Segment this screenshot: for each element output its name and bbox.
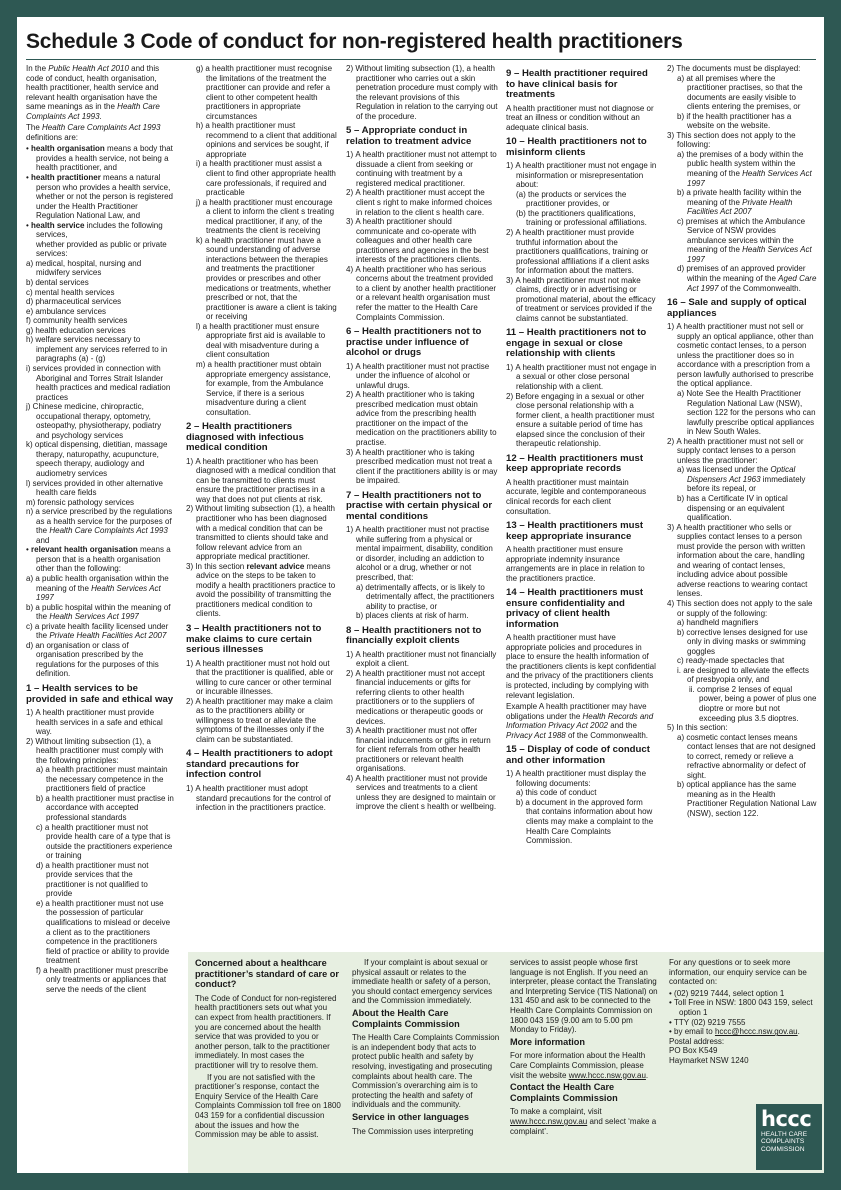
text-block: 3) In this section relevant advice means advice on the steps to be taken to modify a health practitioners practice to avoid the possibility of transmitting the practitioners medical condition to clients. bbox=[186, 561, 336, 619]
text-block: • health service includes the following services, whether provided as public or private services: bbox=[26, 220, 167, 259]
text-block: m) a health practitioner must obtain appropriate emergency assistance, for example, from the Ambulance Service, if there is a serious misadventure during a client consultation. bbox=[196, 359, 331, 417]
text-block: • health practitioner means a natural person who provides a health service, whether or not the person is registered under the Health Practitioner Regulation National Law, and bbox=[26, 173, 173, 221]
text-block: 2) The documents must be displayed: bbox=[667, 64, 801, 73]
text-block: 1) A health practitioner must not hold out that the practitioner is qualified, able or willing to cure cancer or other terminal or incurable illnesses. bbox=[186, 658, 334, 697]
text-block: c) a health practitioner must not provide health care of a type that is outside the practitioners experience or training bbox=[36, 822, 173, 861]
text-block: ii. comprise 2 lenses of equal power, being a power of plus one dioptre or more but not exceeding plus 3.5 dioptres. bbox=[689, 684, 817, 723]
text-block: l) a health practitioner must ensure appropriate first aid is available to deal with misadventure during a client consultation bbox=[196, 321, 326, 360]
text-block: Example A health practitioner may have obligations under the Health Records and Information Privacy Act 2002 and the Privacy Act 1988 of the Commonwealth. bbox=[506, 702, 654, 740]
text-block: b) optical appliance has the same meaning as in the Health Practitioner Regulation National Law (NSW), section 122. bbox=[677, 780, 817, 819]
text-block: i) a health practitioner must assist a client to find other appropriate health care professionals, if required and practicable bbox=[196, 159, 336, 198]
logo-line-3: COMMISSION bbox=[761, 1145, 805, 1153]
text-block: (b) the practitioners qualifications, training or professional affiliations. bbox=[516, 208, 647, 228]
text-block: The Commission uses interpreting bbox=[352, 1126, 474, 1136]
section-heading: 1 – Health services to be provided in safe and ethical way bbox=[26, 683, 174, 705]
text-block: 1) A health practitioner must not practise while suffering from a physical or mental impairment, disability, condition or disorder, including an addiction to alcohol or a drug, whether or not prescribed, that: bbox=[346, 525, 493, 582]
text-block: 2) A health practitioner may make a claim as to the practitioners ability or willingness to treat or alleviate the symptoms of the illnesses only if the claim can be substantiated. bbox=[186, 696, 333, 744]
text-block: f) a health practitioner must prescribe only treatments or appliances that serve the needs of the client bbox=[36, 965, 169, 994]
section-heading: More information bbox=[510, 1036, 586, 1047]
text-block: d) an organisation or class of organisation prescribed by the regulations for the purposes of this definition. bbox=[26, 640, 159, 679]
text-block: a) a public health organisation within the meaning of the Health Services Act 1997 bbox=[26, 573, 169, 603]
column-2 bbox=[186, 64, 338, 949]
text-block: services to assist people whose first language is not English. If you need an interpreter, please contact the Translating and Interpreting Service (TIS National) on 131 450 and ask to be connected to the Health Care Complaints Commission on 1800 043 159 (9.00 am to 5.00 pm Monday to Friday). bbox=[510, 958, 658, 1035]
section-heading: 15 – Display of code of conduct and other information bbox=[506, 744, 650, 766]
section-heading: About the Health Care Complaints Commission bbox=[352, 1007, 460, 1029]
section-heading: 13 – Health practitioners must keep appropriate insurance bbox=[506, 520, 644, 542]
text-block: f) community health services bbox=[26, 316, 128, 326]
text-block: c) a private health facility licensed under the Private Health Facilities Act 2007 bbox=[26, 621, 169, 641]
text-block: d) premises of an approved provider within the meaning of the Aged Care Act 1997 of the Commonwealth. bbox=[677, 264, 817, 293]
info-column-1 bbox=[195, 958, 341, 1168]
text-block: For more information about the Health Care Complaints Commission, please visit the website www.hccc.nsw.gov.au. bbox=[510, 1051, 649, 1080]
text-block: 1) A health practitioner must not engage in misinformation or misrepresentation about: bbox=[506, 161, 657, 190]
text-block: To make a complaint, visit www.hccc.nsw.gov.au and select ‘make a complaint’. bbox=[510, 1107, 657, 1136]
text-block: 2) Before engaging in a sexual or other close personal relationship with a former client, a health practitioner must ensure a suitable period of time has elapsed since the conclusion of their therapeutic relationship. bbox=[506, 391, 655, 449]
section-heading: 16 – Sale and supply of optical appliances bbox=[667, 297, 807, 319]
text-block: Postal address: PO Box K549 Haymarket NSW 1240 bbox=[669, 1036, 749, 1065]
text-block: a) at all premises where the practitioner practises, so that the documents are easily visible to clients entering the premises, or bbox=[677, 73, 803, 112]
logo-mark: hccc bbox=[761, 1107, 812, 1131]
text-block: g) health education services bbox=[26, 325, 126, 335]
section-heading: Service in other languages bbox=[352, 1111, 469, 1122]
text-block: A health practitioner must have appropriate policies and procedures in place to ensure the health information of the practitioners clients is kept confidential and the privacy of the practitioners clients is protected, including by complying with relevant legislation. bbox=[506, 633, 656, 700]
info-column-3 bbox=[510, 958, 658, 1168]
text-block: b) places clients at risk of harm. bbox=[356, 611, 469, 621]
text-block: b) a private health facility within the meaning of the Private Health Facilities Act 2007 bbox=[677, 188, 802, 217]
section-heading: 4 – Health practitioners to adopt standard precautions for infection control bbox=[186, 748, 333, 781]
text-block: 3) A health practitioner must not make claims, directly or in advertising or promotional material, about the efficacy of treatment or services provided if the claims cannot be substantiated. bbox=[506, 275, 656, 323]
text-block: 2) A health practitioner must provide truthful information about the practitioners qualifications, training or professional affiliations if a client asks for information about the matters. bbox=[506, 227, 650, 276]
text-block: 2) A health practitioner must not accept financial inducements or gifts for referring clients to other health practitioners or to the suppliers of medications or therapeutic goods or devices. bbox=[346, 668, 485, 726]
text-block: j) Chinese medicine, chiropractic, occupational therapy, optometry, osteopathy, physiotherapy, podiatry and psychology services bbox=[26, 402, 162, 440]
text-block: b) has a Certificate IV in optical dispensing or an equivalent qualification. bbox=[677, 493, 788, 523]
text-block: 1) A health practitioner must adopt standard precautions for the control of infection in the practitioners practice. bbox=[186, 783, 331, 813]
text-block: d) a health practitioner must not provide services that the practitioner is not qualified to provide bbox=[36, 860, 149, 899]
text-block: a) medical, hospital, nursing and midwifery services bbox=[26, 258, 142, 278]
text-block: c) premises at which the Ambulance Service of NSW provides ambulance services within the meaning of the Health Services Act 1997 bbox=[677, 216, 812, 264]
section-heading: 14 – Health practitioners must ensure confidentiality and privacy of client health information bbox=[506, 587, 644, 630]
text-block: h) a health practitioner must recommend to a client that additional opinions and services be sought, if appropriate bbox=[196, 121, 337, 159]
text-block: 1) A health practitioner must display the following documents: bbox=[506, 769, 647, 788]
text-block: b) dental services bbox=[26, 278, 89, 288]
text-block: a) a health practitioner must maintain the necessary competence in the practitioners field of practice bbox=[36, 765, 168, 794]
text-block: a) cosmetic contact lenses means contact lenses that are not designed to correct, remedy or relieve a refractive abnormality or defect of sight. bbox=[677, 732, 816, 780]
text-block: 1) A health practitioner must not attempt to dissuade a client from seeking or continuing with treatment by a registered medical practitioner. bbox=[346, 150, 497, 188]
text-block: 4) A health practitioner must not provide services and treatments to a client unless they are designed to maintain or improve the client s health or wellbeing. bbox=[346, 773, 497, 812]
text-block: 2) A health practitioner must not sell or supply contact lenses to a person unless the practitioner: bbox=[667, 436, 804, 465]
text-block: A health practitioner must maintain accurate, legible and contemporaneous clinical records for each client consultation. bbox=[506, 477, 647, 516]
text-block: 2) A health practitioner who is taking prescribed medication must obtain advice from the prescribing health practitioner on the impact of the medication on the practitioners ability to practise. bbox=[346, 390, 497, 447]
text-block: e) a health practitioner must not use the possession of particular qualifications to mislead or deceive a client as to the practitioners competence in the practitioners field of practice or ability to provide treatment bbox=[36, 898, 171, 966]
text-block: • relevant health organisation means a person that is a health organisation other than the following: bbox=[26, 545, 171, 574]
text-block: e) ambulance services bbox=[26, 306, 107, 316]
text-block: b) a document in the approved form that contains information about how clients may make a complaint to the Health Care Complaints Commission. bbox=[516, 797, 654, 846]
title-rule bbox=[26, 59, 816, 60]
text-block: 4) A health practitioner who has serious concerns about the treatment provided to a client by another health practitioner or a relevant health organisation must refer the matter to the Health Care Complaints Commission. bbox=[346, 264, 497, 322]
text-block: d) pharmaceutical services bbox=[26, 297, 122, 307]
column-3 bbox=[346, 64, 498, 949]
text-block: In the Public Health Act 2010 and this code of conduct, health organisation, health practitioner, health service and relevant health organisation have the same meanings as in the Health Care Complaints Act 1993. bbox=[26, 64, 160, 121]
text-block: 4) This section does not apply to the sale or supply of the following: bbox=[667, 598, 813, 618]
text-block: i) services provided in connection with Aboriginal and Torres Strait Islander health practices and medical radiation practices bbox=[26, 363, 171, 402]
text-block: 1) A health practitioner must not sell or supply an optical appliance, other than cosmetic contact lenses, to a person unless the practitioner does so in accordance with a prescription from a person lawfully authorised to prescribe the optical appliance. bbox=[667, 322, 814, 389]
text-block: • (02) 9219 7444, select option 1 bbox=[669, 988, 785, 998]
text-block: n) a service prescribed by the regulations as a health service for the purposes of the Health Care Complaints Act 1993 and bbox=[26, 507, 173, 545]
text-block: j) a health practitioner must encourage a client to inform the client s treating medical practitioner, if any, of the treatments the client is receiving bbox=[196, 197, 335, 236]
text-block: • health organisation means a body that provides a health service, not being a health practitioner, and bbox=[26, 144, 173, 173]
column-5 bbox=[667, 64, 817, 949]
text-block: If your complaint is about sexual or physical assault or relates to the immediate health or safety of a person, you should contact emergency services and the Commission immediately. bbox=[352, 958, 493, 1006]
text-block: (a) the products or services the practitioner provides, or bbox=[516, 189, 627, 209]
text-block: 2) Without limiting subsection (1), a health practitioner who carries out a skin penetration procedure must comply with the relevant provisions of this Regulation in relation to the carrying out of the procedure. bbox=[346, 64, 498, 121]
section-heading: 10 – Health practitioners not to misinform clients bbox=[506, 136, 647, 158]
text-block: 1) A health practitioner must provide health services in a safe and ethical way. bbox=[26, 708, 163, 737]
text-block: 2) A health practitioner must accept the client s right to make informed choices in relation to the client s health care. bbox=[346, 188, 493, 217]
text-block: b) a health practitioner must practise in accordance with accepted professional standards bbox=[36, 793, 174, 823]
section-heading: 2 – Health practitioners diagnosed with infectious medical condition bbox=[186, 421, 304, 454]
text-block: 5) In this section: bbox=[667, 723, 728, 733]
section-heading: Contact the Health Care Complaints Commission bbox=[510, 1082, 618, 1103]
text-block: • by email to hccc@hccc.nsw.gov.au. bbox=[669, 1027, 800, 1037]
info-column-2 bbox=[352, 958, 500, 1168]
text-block: b) if the health practitioner has a website on the website. bbox=[677, 111, 792, 131]
text-block: 1) A health practitioner must not financially exploit a client. bbox=[346, 649, 497, 669]
text-block: 1) A health practitioner must not practise under the influence of alcohol or unlawful drugs. bbox=[346, 361, 490, 390]
text-block: k) optical dispensing, dietitian, massage therapy, naturopathy, acupuncture, speech therapy, audiology and audiometry services bbox=[26, 440, 168, 478]
logo-line-1: HEALTH CARE bbox=[761, 1131, 808, 1138]
text-block: • Toll Free in NSW: 1800 043 159, select option 1 bbox=[669, 998, 813, 1017]
text-block: m) forensic pathology services bbox=[26, 497, 135, 507]
hccc-logo bbox=[756, 1104, 822, 1170]
text-block: l) services provided in other alternative health care fields bbox=[26, 478, 163, 498]
text-block: 1) A health practitioner must not engage in a sexual or other close personal relationship with a client. bbox=[506, 362, 657, 392]
text-block: A health practitioner must ensure appropriate indemnity insurance arrangements are in place in relation to the practitioners practice. bbox=[506, 545, 645, 583]
section-heading: Concerned about a healthcare practitioner’s standard of care or conduct? bbox=[195, 958, 339, 990]
column-4 bbox=[506, 64, 658, 949]
page-title: Schedule 3 Code of conduct for non-registered health practitioners bbox=[26, 30, 683, 53]
text-block: a) detrimentally affects, or is likely to detrimentally affect, the practitioners ability to practise, or bbox=[356, 582, 495, 611]
section-heading: 11 – Health practitioners not to engage in sexual or close relationship with clients bbox=[506, 327, 647, 360]
text-block: b) corrective lenses designed for use only in diving masks or swimming goggles bbox=[677, 627, 808, 656]
text-block: 3) This section does not apply to the following: bbox=[667, 130, 796, 150]
section-heading: 5 – Appropriate conduct in relation to treatment advice bbox=[346, 125, 472, 147]
section-heading: 6 – Health practitioners not to practise under influence of alcohol or drugs bbox=[346, 326, 482, 359]
text-block: c) mental health services bbox=[26, 287, 115, 297]
text-block: 3) A health practitioner should communicate and co-operate with colleagues and other health care practitioners and agencies in the best interests of the practitioners clients. bbox=[346, 217, 489, 265]
text-block: b) a public hospital within the meaning of the Health Services Act 1997 bbox=[26, 602, 171, 622]
text-block: A health practitioner must not diagnose or treat an illness or condition without an adequate clinical basis. bbox=[506, 103, 654, 132]
text-block: • TTY (02) 9219 7555 bbox=[669, 1017, 746, 1027]
column-1 bbox=[26, 64, 174, 994]
text-block: a) handheld magnifiers bbox=[677, 618, 759, 628]
text-block: a) the premises of a body within the public health system within the meaning of the Health Services Act 1997 bbox=[677, 149, 812, 188]
text-block: 3) A health practitioner must not offer financial inducements or gifts in return for client referrals from other health practitioners or relevant health organisations. bbox=[346, 726, 491, 774]
text-block: For any questions or to seek more information, our enquiry service can be contacted on: bbox=[669, 958, 807, 987]
text-block: 2) Without limiting subsection (1), a health practitioner must comply with the following principles: bbox=[26, 736, 164, 765]
text-block: i. are designed to alleviate the effects of presbyopia only, and bbox=[677, 665, 809, 685]
section-heading: 3 – Health practitioners not to make claims to cure certain serious illnesses bbox=[186, 623, 322, 656]
text-block: g) a health practitioner must recognise the limitations of the treatment the practitioner can provide and refer a client to other competent health practitioners in appropriate circumstances bbox=[196, 64, 333, 121]
logo-line-2: COMPLAINTS bbox=[761, 1138, 805, 1146]
text-block: a) Note See the Health Practitioner Regulation National Law (NSW), section 122 for the persons who can lawfully prescribe optical appliances in New South Wales. bbox=[677, 388, 816, 437]
text-block: 3) A health practitioner who is taking prescribed medication must not treat a client if the practitioners ability is or may be impaired. bbox=[346, 447, 498, 486]
text-block: 2) Without limiting subsection (1), a health practitioner who has been diagnosed with a medical condition that can be transmitted to clients should take and follow relevant advice from an appropriate medical practitioner. bbox=[186, 504, 335, 562]
section-heading: 12 – Health practitioners must keep appropriate records bbox=[506, 452, 644, 475]
text-block: If you are not satisfied with the practitioner’s response, contact the Enquiry Service of the Health Care Complaints Commission toll free on 1800 043 159 for a confidential discussion about the issues and how the Commission may be able to assist. bbox=[195, 1072, 341, 1140]
text-block: a) this code of conduct bbox=[516, 788, 597, 798]
text-block: c) ready-made spectacles that bbox=[677, 656, 785, 666]
section-heading: 8 – Health practitioners not to financially exploit clients bbox=[346, 624, 482, 647]
section-heading: 7 – Health practitioners not to practise with certain physical or mental conditions bbox=[346, 489, 493, 522]
text-block: k) a health practitioner must have a sound understanding of adverse interactions between the therapies and treatments the practitioner provides or prescribes and other medications or treatments, whether prescribed or not, that the practitioner is aware a client is taking or receiving bbox=[196, 235, 337, 322]
section-heading: 9 – Health practitioner required to have clinical basis for treatments bbox=[506, 68, 648, 100]
text-block: 3) A health practitioner who sells or supplies contact lenses to a person must provide the person with written information about the care, handling and wearing of contact lenses, including advice about possible adverse reactions to wearing contact lenses. bbox=[667, 522, 808, 599]
text-block: h) welfare services necessary to implement any services referred to in paragraphs (a) - (g) bbox=[26, 335, 168, 364]
text-block: The Health Care Complaints Commission is an independent body that acts to protect public health and safety by resolving, investigating and prosecuting complaints about health care. The Commission’s overarching aim is to protecting the health and safety of individuals and the community. bbox=[352, 1033, 500, 1110]
text-block: a) was licensed under the Optical Dispensers Act 1963 immediately before its repeal, or bbox=[677, 465, 806, 494]
text-block: The Code of Conduct for non-registered health practitioners sets out what you can expect from health practitioners. If you are concerned about the health service that was provided to you or another person, talk to the practitioner immediately. In most cases the practitioner will try to resolve them. bbox=[195, 993, 337, 1070]
text-block: The Health Care Complaints Act 1993 definitions are: bbox=[26, 123, 161, 142]
text-block: 1) A health practitioner who has been diagnosed with a medical condition that can be transmitted to clients must ensure the practitioner practises in a way that does not put clients at risk. bbox=[186, 456, 336, 504]
